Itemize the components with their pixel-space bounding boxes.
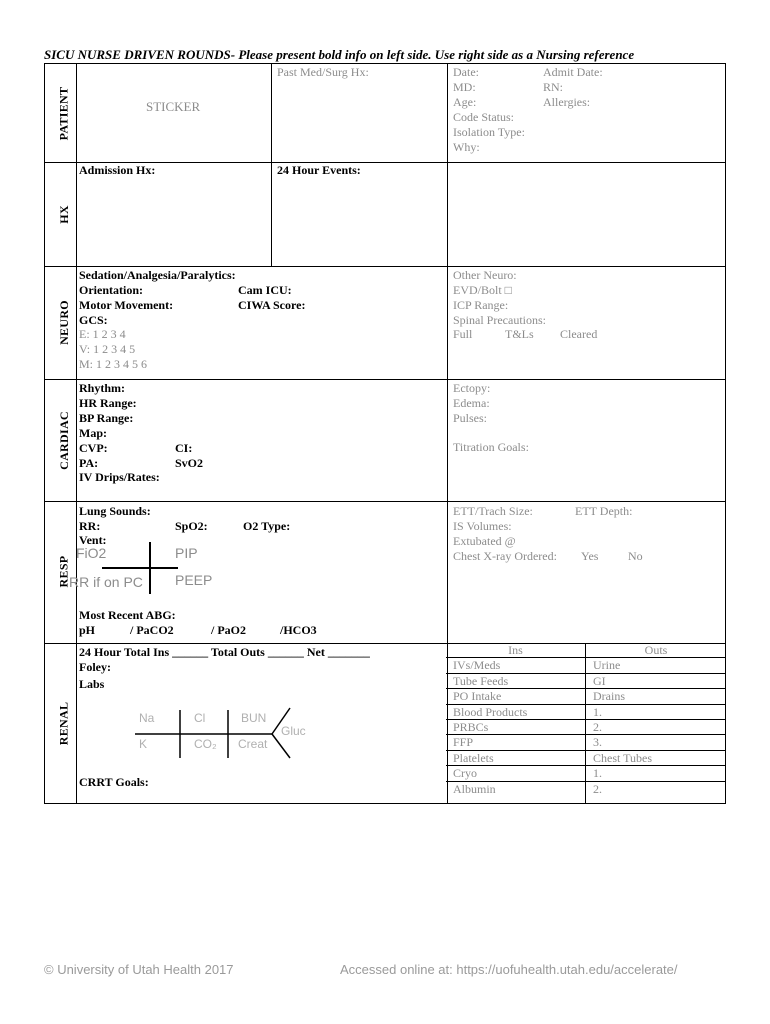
gcs-label: GCS: <box>79 313 108 327</box>
ph-label: pH <box>79 623 96 637</box>
evd-label: EVD/Bolt □ <box>453 283 512 297</box>
rr-label: RR: <box>79 519 101 533</box>
spinal-cleared: Cleared <box>560 327 598 341</box>
cxr-no: No <box>628 549 643 563</box>
ins-outs-row <box>446 782 726 797</box>
pa-label: PA: <box>79 456 99 470</box>
gcs-verbal: V: 1 2 3 4 5 <box>79 342 136 356</box>
outs-item: 2. <box>593 781 602 796</box>
ins-item: Cryo <box>453 766 477 781</box>
totals-line: 24 Hour Total Ins ______ Total Outs ______ Net _______ <box>79 645 370 659</box>
events-label: 24 Hour Events: <box>277 163 361 177</box>
section-label-renal: RENAL <box>56 701 71 745</box>
footer-copyright: © University of Utah Health 2017 <box>44 962 234 977</box>
rhythm-label: Rhythm: <box>79 381 126 395</box>
outs-item: Urine <box>593 658 621 673</box>
ci-label: CI: <box>175 441 193 455</box>
section-label-neuro: NEURO <box>56 300 71 345</box>
rr-pc-label: RR if on PC <box>69 574 143 590</box>
md-label: MD: <box>453 80 476 94</box>
ins-item: Tube Feeds <box>453 673 509 688</box>
ins-outs-row <box>446 705 726 720</box>
outs-item: 1. <box>593 766 602 781</box>
ett-depth-label: ETT Depth: <box>575 504 633 518</box>
hr-range-label: HR Range: <box>79 396 137 410</box>
outs-item: Chest Tubes <box>593 750 653 765</box>
lab-gluc: Gluc <box>281 724 306 738</box>
pip-label: PIP <box>175 545 198 561</box>
cxr-label: Chest X-ray Ordered: <box>453 549 557 563</box>
ins-item: FFP <box>453 735 474 750</box>
outs-item: GI <box>593 673 606 688</box>
ins-item: Blood Products <box>453 704 528 719</box>
peep-label: PEEP <box>175 572 213 588</box>
ett-size-label: ETT/Trach Size: <box>453 504 533 518</box>
motor-label: Motor Movement: <box>79 298 174 312</box>
bp-range-label: BP Range: <box>79 411 134 425</box>
ins-header: Ins <box>508 643 523 657</box>
sticker-placeholder: STICKER <box>146 99 201 114</box>
ins-outs-row <box>446 766 726 781</box>
column-divider <box>271 64 272 266</box>
vent-cross-diagram <box>100 540 180 596</box>
lab-k: K <box>139 737 148 751</box>
cam-icu-label: Cam ICU: <box>238 283 292 297</box>
is-volumes-label: IS Volumes: <box>453 519 512 533</box>
ins-item: PRBCs <box>453 720 489 734</box>
ins-outs-table <box>446 643 726 804</box>
cvp-label: CVP: <box>79 441 108 455</box>
allergies-label: Allergies: <box>543 95 591 109</box>
paco2-label: / PaCO2 <box>130 623 174 637</box>
ins-outs-row <box>446 658 726 673</box>
ins-outs-row <box>446 720 726 735</box>
extubated-label: Extubated @ <box>453 534 516 548</box>
ins-item: Platelets <box>453 750 494 765</box>
lab-creat: Creat <box>238 737 268 751</box>
titration-label: Titration Goals: <box>453 440 529 454</box>
lab-na: Na <box>139 711 155 725</box>
ectopy-label: Ectopy: <box>453 381 491 395</box>
spinal-tls: T&Ls <box>505 327 534 341</box>
foley-label: Foley: <box>79 660 111 674</box>
o2-type-label: O2 Type: <box>243 519 291 533</box>
vent-label: Vent: <box>79 533 107 547</box>
gcs-eye: E: 1 2 3 4 <box>79 327 126 341</box>
isolation-label: Isolation Type: <box>453 125 525 139</box>
lab-bun: BUN <box>241 711 267 725</box>
ins-item: Albumin <box>453 781 496 796</box>
ins-item: PO Intake <box>453 689 502 704</box>
edema-label: Edema: <box>453 396 490 410</box>
ins-outs-header-row <box>446 643 726 658</box>
section-label-hx: HX <box>56 204 71 224</box>
why-label: Why: <box>453 140 480 154</box>
page-title: SICU NURSE DRIVEN ROUNDS- Please present bold info on left side. Use right side as a Nursing reference <box>44 47 635 62</box>
labs-label: Labs <box>79 677 105 691</box>
crrt-label: CRRT Goals: <box>79 775 149 789</box>
hco3-label: /HCO3 <box>280 623 317 637</box>
outs-header: Outs <box>644 643 668 657</box>
iv-drips-label: IV Drips/Rates: <box>79 470 160 484</box>
pulses-label: Pulses: <box>453 411 488 425</box>
ins-outs-row <box>446 735 726 750</box>
ins-outs-row <box>446 674 726 689</box>
lung-sounds-label: Lung Sounds: <box>79 504 151 518</box>
code-status-label: Code Status: <box>453 110 515 124</box>
past-hx-label: Past Med/Surg Hx: <box>277 65 369 79</box>
divider <box>45 266 726 267</box>
orientation-label: Orientation: <box>79 283 143 297</box>
outs-item: 2. <box>593 720 602 734</box>
section-label-patient: PATIENT <box>56 86 71 140</box>
abg-label: Most Recent ABG: <box>79 608 176 622</box>
spinal-label: Spinal Precautions: <box>453 313 546 327</box>
ins-item: IVs/Meds <box>453 658 501 673</box>
age-label: Age: <box>453 95 477 109</box>
ins-outs-row <box>446 751 726 766</box>
cxr-yes: Yes <box>581 549 599 563</box>
other-neuro-label: Other Neuro: <box>453 268 517 282</box>
ins-outs-row <box>446 689 726 704</box>
divider <box>45 379 726 380</box>
spo2-label: SpO2: <box>175 519 208 533</box>
date-label: Date: <box>453 65 479 79</box>
gcs-motor: M: 1 2 3 4 5 6 <box>79 357 148 371</box>
map-label: Map: <box>79 426 107 440</box>
lab-co2: CO₂ <box>194 737 217 751</box>
outs-item: 3. <box>593 735 602 750</box>
svo2-label: SvO2 <box>175 456 204 470</box>
outs-item: Drains <box>593 689 625 704</box>
section-label-cardiac: CARDIAC <box>56 410 71 470</box>
icp-label: ICP Range: <box>453 298 509 312</box>
rn-label: RN: <box>543 80 564 94</box>
ciwa-label: CIWA Score: <box>238 298 306 312</box>
spinal-full: Full <box>453 327 473 341</box>
fio2-label: FiO2 <box>76 545 107 561</box>
lab-cl: Cl <box>194 711 206 725</box>
sedation-label: Sedation/Analgesia/Paralytics: <box>79 268 236 282</box>
footer-url[interactable]: Accessed online at: https://uofuhealth.utah.edu/accelerate/ <box>340 962 678 977</box>
section-label-resp: RESP <box>56 555 71 587</box>
pao2-label: / PaO2 <box>211 623 246 637</box>
admit-date-label: Admit Date: <box>543 65 603 79</box>
outs-item: 1. <box>593 704 602 719</box>
divider <box>45 501 726 502</box>
admission-hx-label: Admission Hx: <box>79 163 156 177</box>
